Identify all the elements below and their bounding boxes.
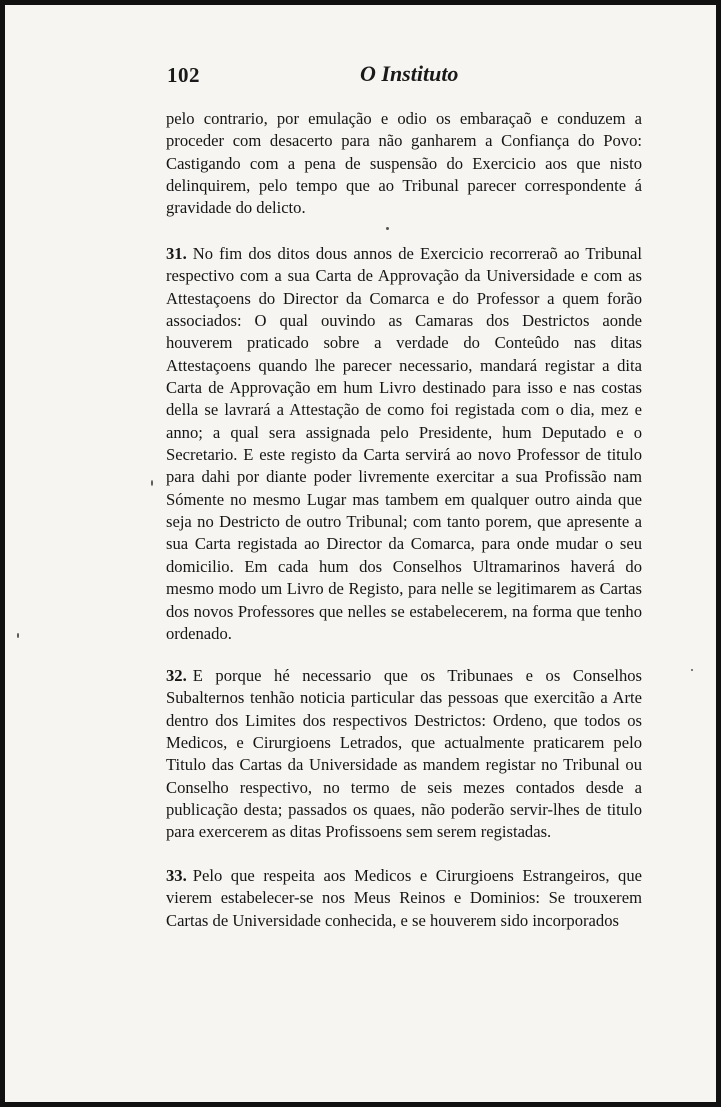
paragraph-text: pelo contrario, por emulação e odio os embaraçaõ e conduzem a proceder com desacerto para não ganharem a Confiança do Povo: Castigando com a pena de suspensão do Exercicio aos que nisto delinquirem, pelo tempo que ao Tribunal parecer correspondente á gravidade do delicto. xyxy=(166,109,642,218)
scan-speck xyxy=(17,633,19,638)
paragraph-number: 32. xyxy=(166,666,187,685)
paragraph-32 xyxy=(166,665,642,844)
paragraph-33 xyxy=(166,865,642,932)
scan-speck xyxy=(151,480,153,486)
paragraph-31 xyxy=(166,243,642,645)
paragraph-number: 33. xyxy=(166,866,187,885)
paragraph-continuation xyxy=(166,108,642,220)
scan-speck xyxy=(691,669,693,671)
running-title: O Instituto xyxy=(360,61,459,86)
paragraph-text: E porque hé necessario que os Tribunaes e os Conselhos Subalternos tenhão noticia particular das pessoas que exercitão a Arte dentro dos Limites dos respectivos Destrictos: Ordeno, que todos os Medicos, e Cirurgioens Letrados, que actualmente praticarem pelo Titulo das Cartas da Universidade as mandem registar no Tribunal ou Conselho respectivo, no termo de seis mezes contados desde a publicação desta; passados os quaes, não poderão servir-lhes de titulo para exercerem as ditas Profissoens sem serem registadas. xyxy=(166,666,642,842)
paragraph-number: 31. xyxy=(166,244,187,263)
paragraph-text: No fim dos ditos dous annos de Exercicio recorreraõ ao Tribunal respectivo com a sua Carta de Approvação da Universidade e com as Attestaçoens do Director da Comarca e do Professor a quem forão associados: O qual ouvindo as Camaras dos Destrictos aonde houverem praticado sobre a verdade do Conteûdo nas ditas Attestaçoens quando lhe parecer necessario, mandará registar a dita Carta de Approvação em hum Livro destinado para isso e nas costas della se lavrará a Attestação de como foi registada com o dia, mez e anno; a qual sera assignada pelo Presidente, hum Deputado e o Secretario. E este registo da Carta servirá ao novo Professor de titulo para dahi por diante poder livremente exercitar a sua Profissão nam Sómente no mesmo Lugar mas tambem em qualquer outro ainda que seja no Destricto de outro Tribunal; com tanto porem, que apresente a sua Carta registada ao Director da Comarca, para onde mudar o seu domicilio. Em cada hum dos Conselhos Ultramarinos haverá do mesmo modo um Livro de Registo, para nelle se legitimarem as Cartas dos novos Professores que nelles se estabelecerem, na forma que tenho ordenado. xyxy=(166,244,642,643)
page-number: 102 xyxy=(167,63,200,87)
scan-speck xyxy=(386,227,389,230)
paragraph-text: Pelo que respeita aos Medicos e Cirurgioens Estrangeiros, que vierem estabelecer-se nos Meus Reinos e Dominios: Se trouxerem Cartas de Universidade conhecida, e se houverem sido incorporados xyxy=(166,866,642,930)
